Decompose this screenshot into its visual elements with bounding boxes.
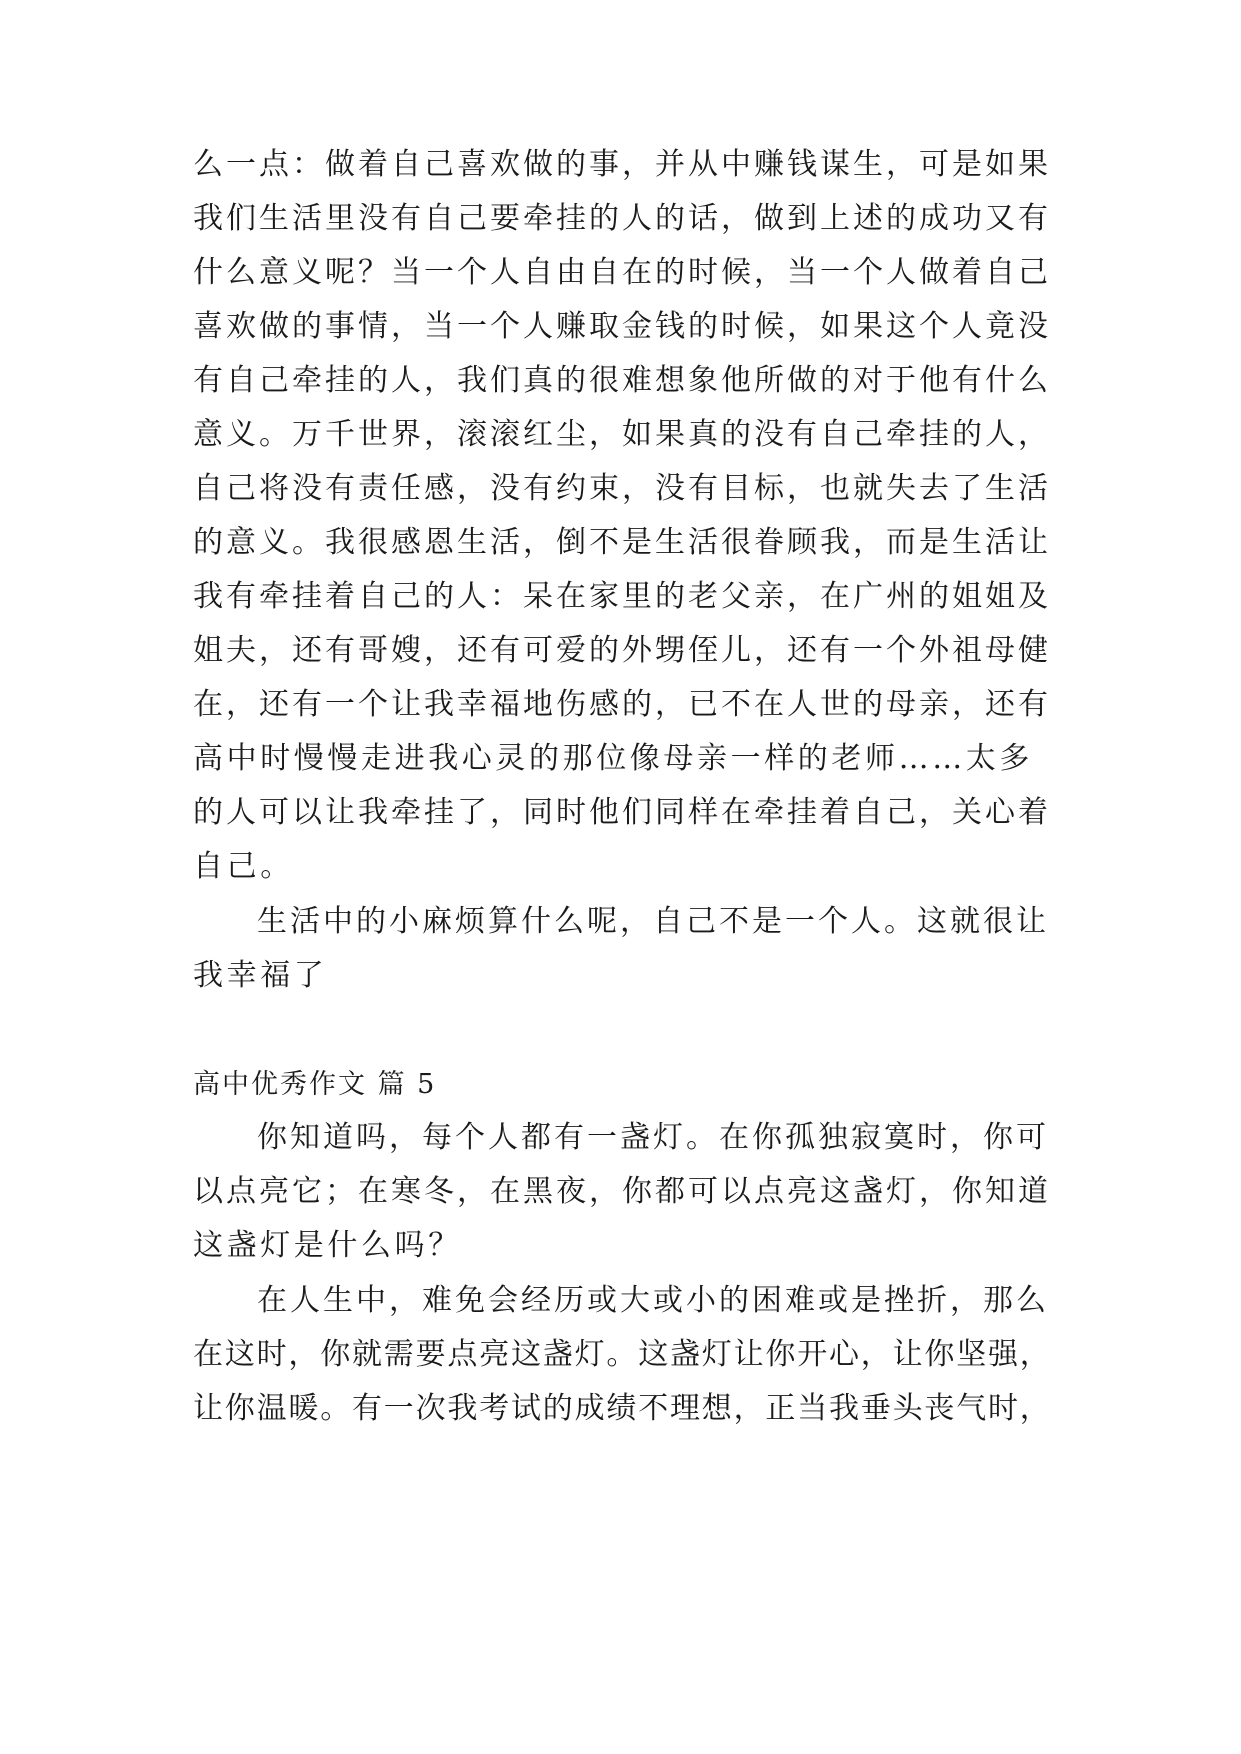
text-line: 的人可以让我牵挂了，同时他们同样在牵挂着自己，关心着 <box>193 795 1051 830</box>
text-line: 生活中的小麻烦算什么呢，自己不是一个人。这就很让 <box>257 904 1049 939</box>
text-line: 我们生活里没有自己要牵挂的人的话，做到上述的成功又有 <box>193 201 1051 236</box>
text-line: 什么意义呢？当一个人自由自在的时候，当一个人做着自己 <box>193 255 1051 290</box>
text-line: 自己。 <box>193 849 294 884</box>
text-line: 意义。万千世界，滚滚红尘，如果真的没有自己牵挂的人， <box>193 417 1051 452</box>
text-line: 让你温暖。有一次我考试的成绩不理想，正当我垂头丧气时， <box>193 1391 1052 1426</box>
text-line: 你知道吗，每个人都有一盏灯。在你孤独寂寞时，你可 <box>257 1120 1049 1155</box>
text-line: 喜欢做的事情，当一个人赚取金钱的时候，如果这个人竟没 <box>193 309 1051 344</box>
text-line: 么一点：做着自己喜欢做的事，并从中赚钱谋生，可是如果 <box>193 147 1051 182</box>
text-line: 在人生中，难免会经历或大或小的困难或是挫折，那么 <box>257 1283 1049 1318</box>
text-line: 的意义。我很感恩生活，倒不是生活很眷顾我，而是生活让 <box>193 525 1051 560</box>
text-line: 这盏灯是什么吗？ <box>193 1228 462 1263</box>
text-line: 在，还有一个让我幸福地伤感的，已不在人世的母亲，还有 <box>193 687 1051 722</box>
text-line: 自己将没有责任感，没有约束，没有目标，也就失去了生活 <box>193 471 1051 506</box>
text-line: 我有牵挂着自己的人：呆在家里的老父亲，在广州的姐姐及 <box>193 579 1051 614</box>
text-line: 在这时，你就需要点亮这盏灯。这盏灯让你开心，让你坚强， <box>193 1337 1052 1372</box>
text-line: 高中时慢慢走进我心灵的那位像母亲一样的老师……太多 <box>193 741 1033 776</box>
text-line: 以点亮它；在寒冬，在黑夜，你都可以点亮这盏灯，你知道 <box>193 1174 1051 1209</box>
section-heading: 高中优秀作文 篇 5 <box>193 1069 437 1100</box>
text-line: 有自己牵挂的人，我们真的很难想象他所做的对于他有什么 <box>193 363 1051 398</box>
text-line: 姐夫，还有哥嫂，还有可爱的外甥侄儿，还有一个外祖母健 <box>193 633 1051 668</box>
text-line: 我幸福了 <box>193 958 328 993</box>
